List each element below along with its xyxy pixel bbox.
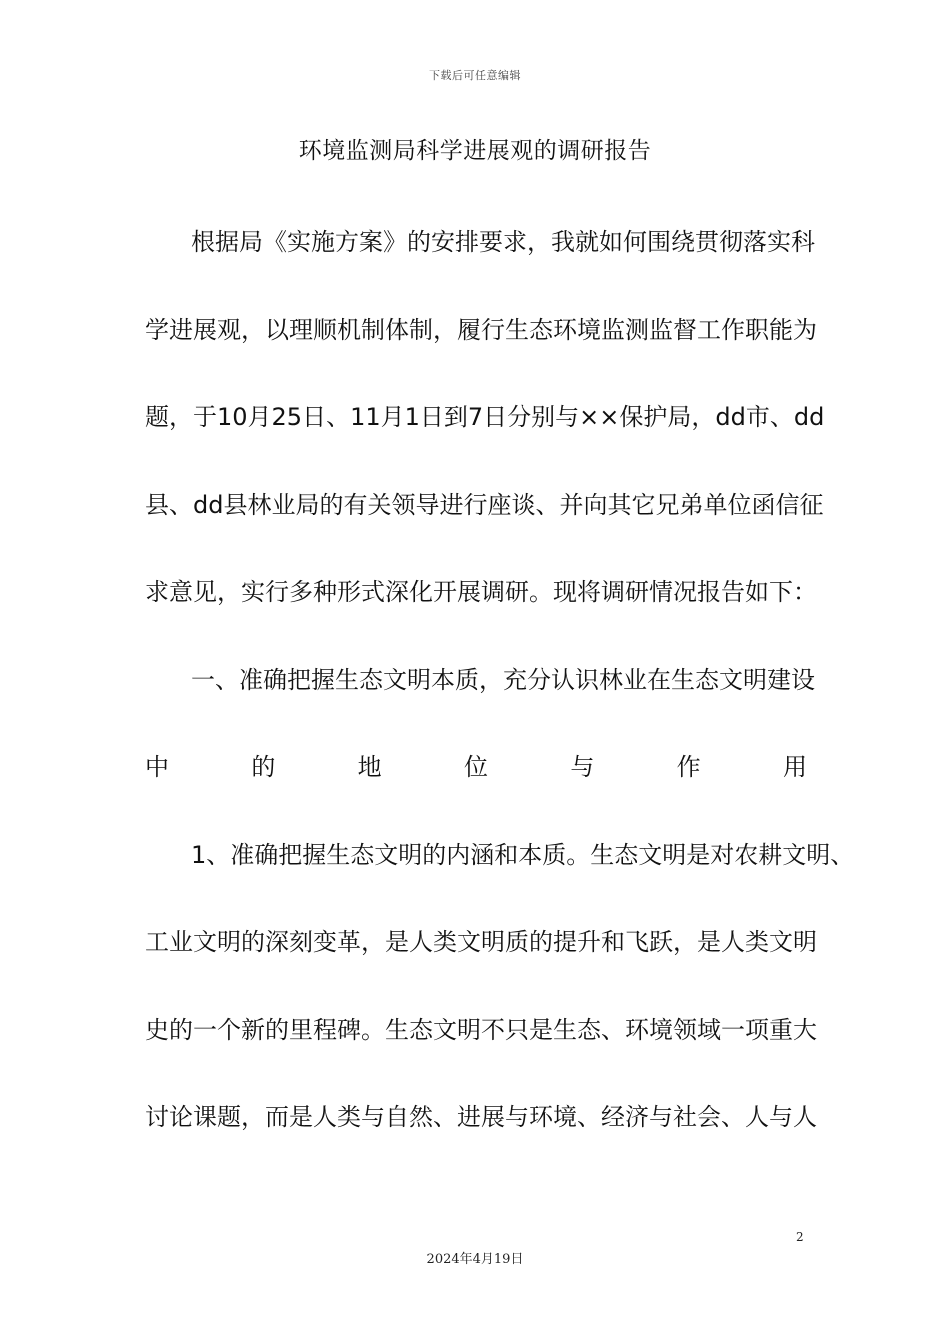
justified-char: 的: [251, 753, 276, 781]
page-number: 2: [796, 1230, 804, 1244]
paragraph-line: 求意见，实行多种形式深化开展调研。现将调研情况报告如下：: [145, 578, 817, 606]
justified-char: 位: [463, 753, 488, 781]
paragraph-line: 1、准确把握生态文明的内涵和本质。生态文明是对农耕文明、: [191, 840, 855, 869]
header-note: 下载后可任意编辑: [429, 69, 521, 82]
section-heading-line: 一、准确把握生态文明本质，充分认识林业在生态文明建设: [191, 665, 815, 694]
document-body: [145, 224, 855, 1187]
paragraph-line: 学进展观，以理顺机制体制，履行生态环境监测监督工作职能为: [145, 315, 817, 344]
justified-char: 作: [676, 753, 701, 781]
section-heading-line-justified: [145, 749, 807, 837]
paragraph-line: 根据局《实施方案》的安排要求，我就如何围绕贯彻落实科: [191, 228, 815, 256]
justified-char: 地: [357, 753, 382, 781]
paragraph-line: 工业文明的深刻变革，是人类文明质的提升和飞跃，是人类文明: [145, 928, 817, 956]
document-title: 环境监测局科学进展观的调研报告: [298, 138, 652, 164]
paragraph-line: 题，于10月25日、11月1日到7日分别与××保护局，dd市、dd: [145, 403, 825, 431]
footer-date: 2024年4月19日: [426, 1252, 524, 1267]
paragraph-line: 讨论课题，而是人类与自然、进展与环境、经济与社会、人与人: [145, 1103, 817, 1131]
paragraph-line: 县、dd县林业局的有关领导进行座谈、并向其它兄弟单位函信征: [145, 490, 824, 519]
paragraph-line: 史的一个新的里程碑。生态文明不只是生态、环境领域一项重大: [145, 1015, 817, 1044]
justified-char: 中: [145, 753, 169, 781]
justified-char: 与: [570, 753, 595, 781]
justified-char: 用: [782, 753, 807, 781]
